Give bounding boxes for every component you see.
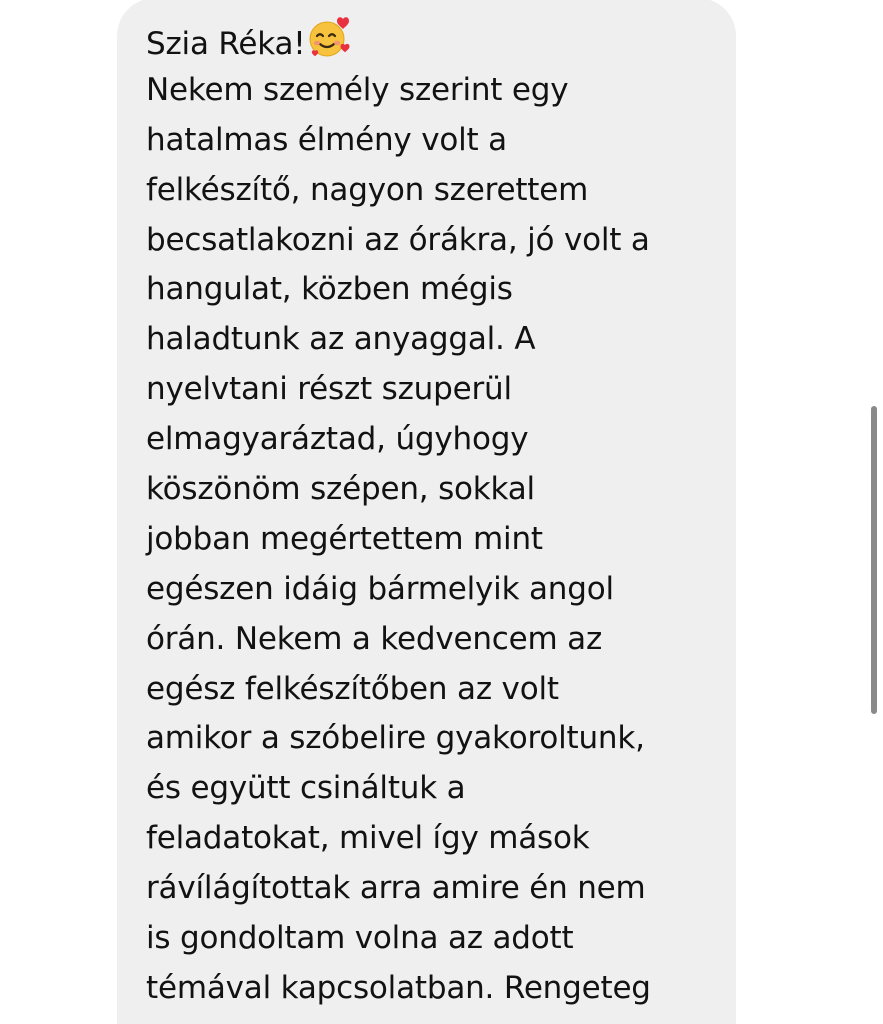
message-line: Nekem személy szerint egy (146, 71, 569, 108)
message-line: becsatlakozni az órákra, jó volt a (146, 221, 650, 258)
message-line: is gondoltam volna az adott (146, 920, 574, 957)
message-line: amikor a szóbelire gyakoroltunk, (146, 720, 645, 757)
message-line: egész felkészítőben az volt (146, 670, 559, 707)
message-line: hangulat, közben mégis (146, 271, 513, 308)
message-line: egészen idáig bármelyik angol (146, 570, 614, 607)
message-line: köszönöm szépen, sokkal (146, 471, 535, 508)
message-line: témával kapcsolatban. Rengeteg (146, 969, 651, 1006)
message-line: és együtt csináltuk a (146, 770, 466, 807)
message-line: rávílágítottak arra amire én nem (146, 870, 646, 907)
message-line: feladatokat, mivel így mások (146, 820, 590, 857)
message-text (146, 16, 726, 1014)
message-line: nyelvtani részt szuperül (146, 371, 512, 408)
message-line: haladtunk az anyaggal. A (146, 321, 536, 358)
message-line: hatalmas élmény volt a (146, 121, 507, 158)
scrollbar[interactable] (871, 406, 877, 714)
message-line (146, 16, 726, 66)
message-line: jobban megértettem mint (146, 520, 543, 557)
message-greeting: Szia Réka! (146, 26, 306, 62)
message-line: felkészítő, nagyon szerettem (146, 171, 589, 208)
message-line: elmagyaráztad, úgyhogy (146, 421, 529, 458)
message-line: órán. Nekem a kedvencem az (146, 620, 603, 657)
